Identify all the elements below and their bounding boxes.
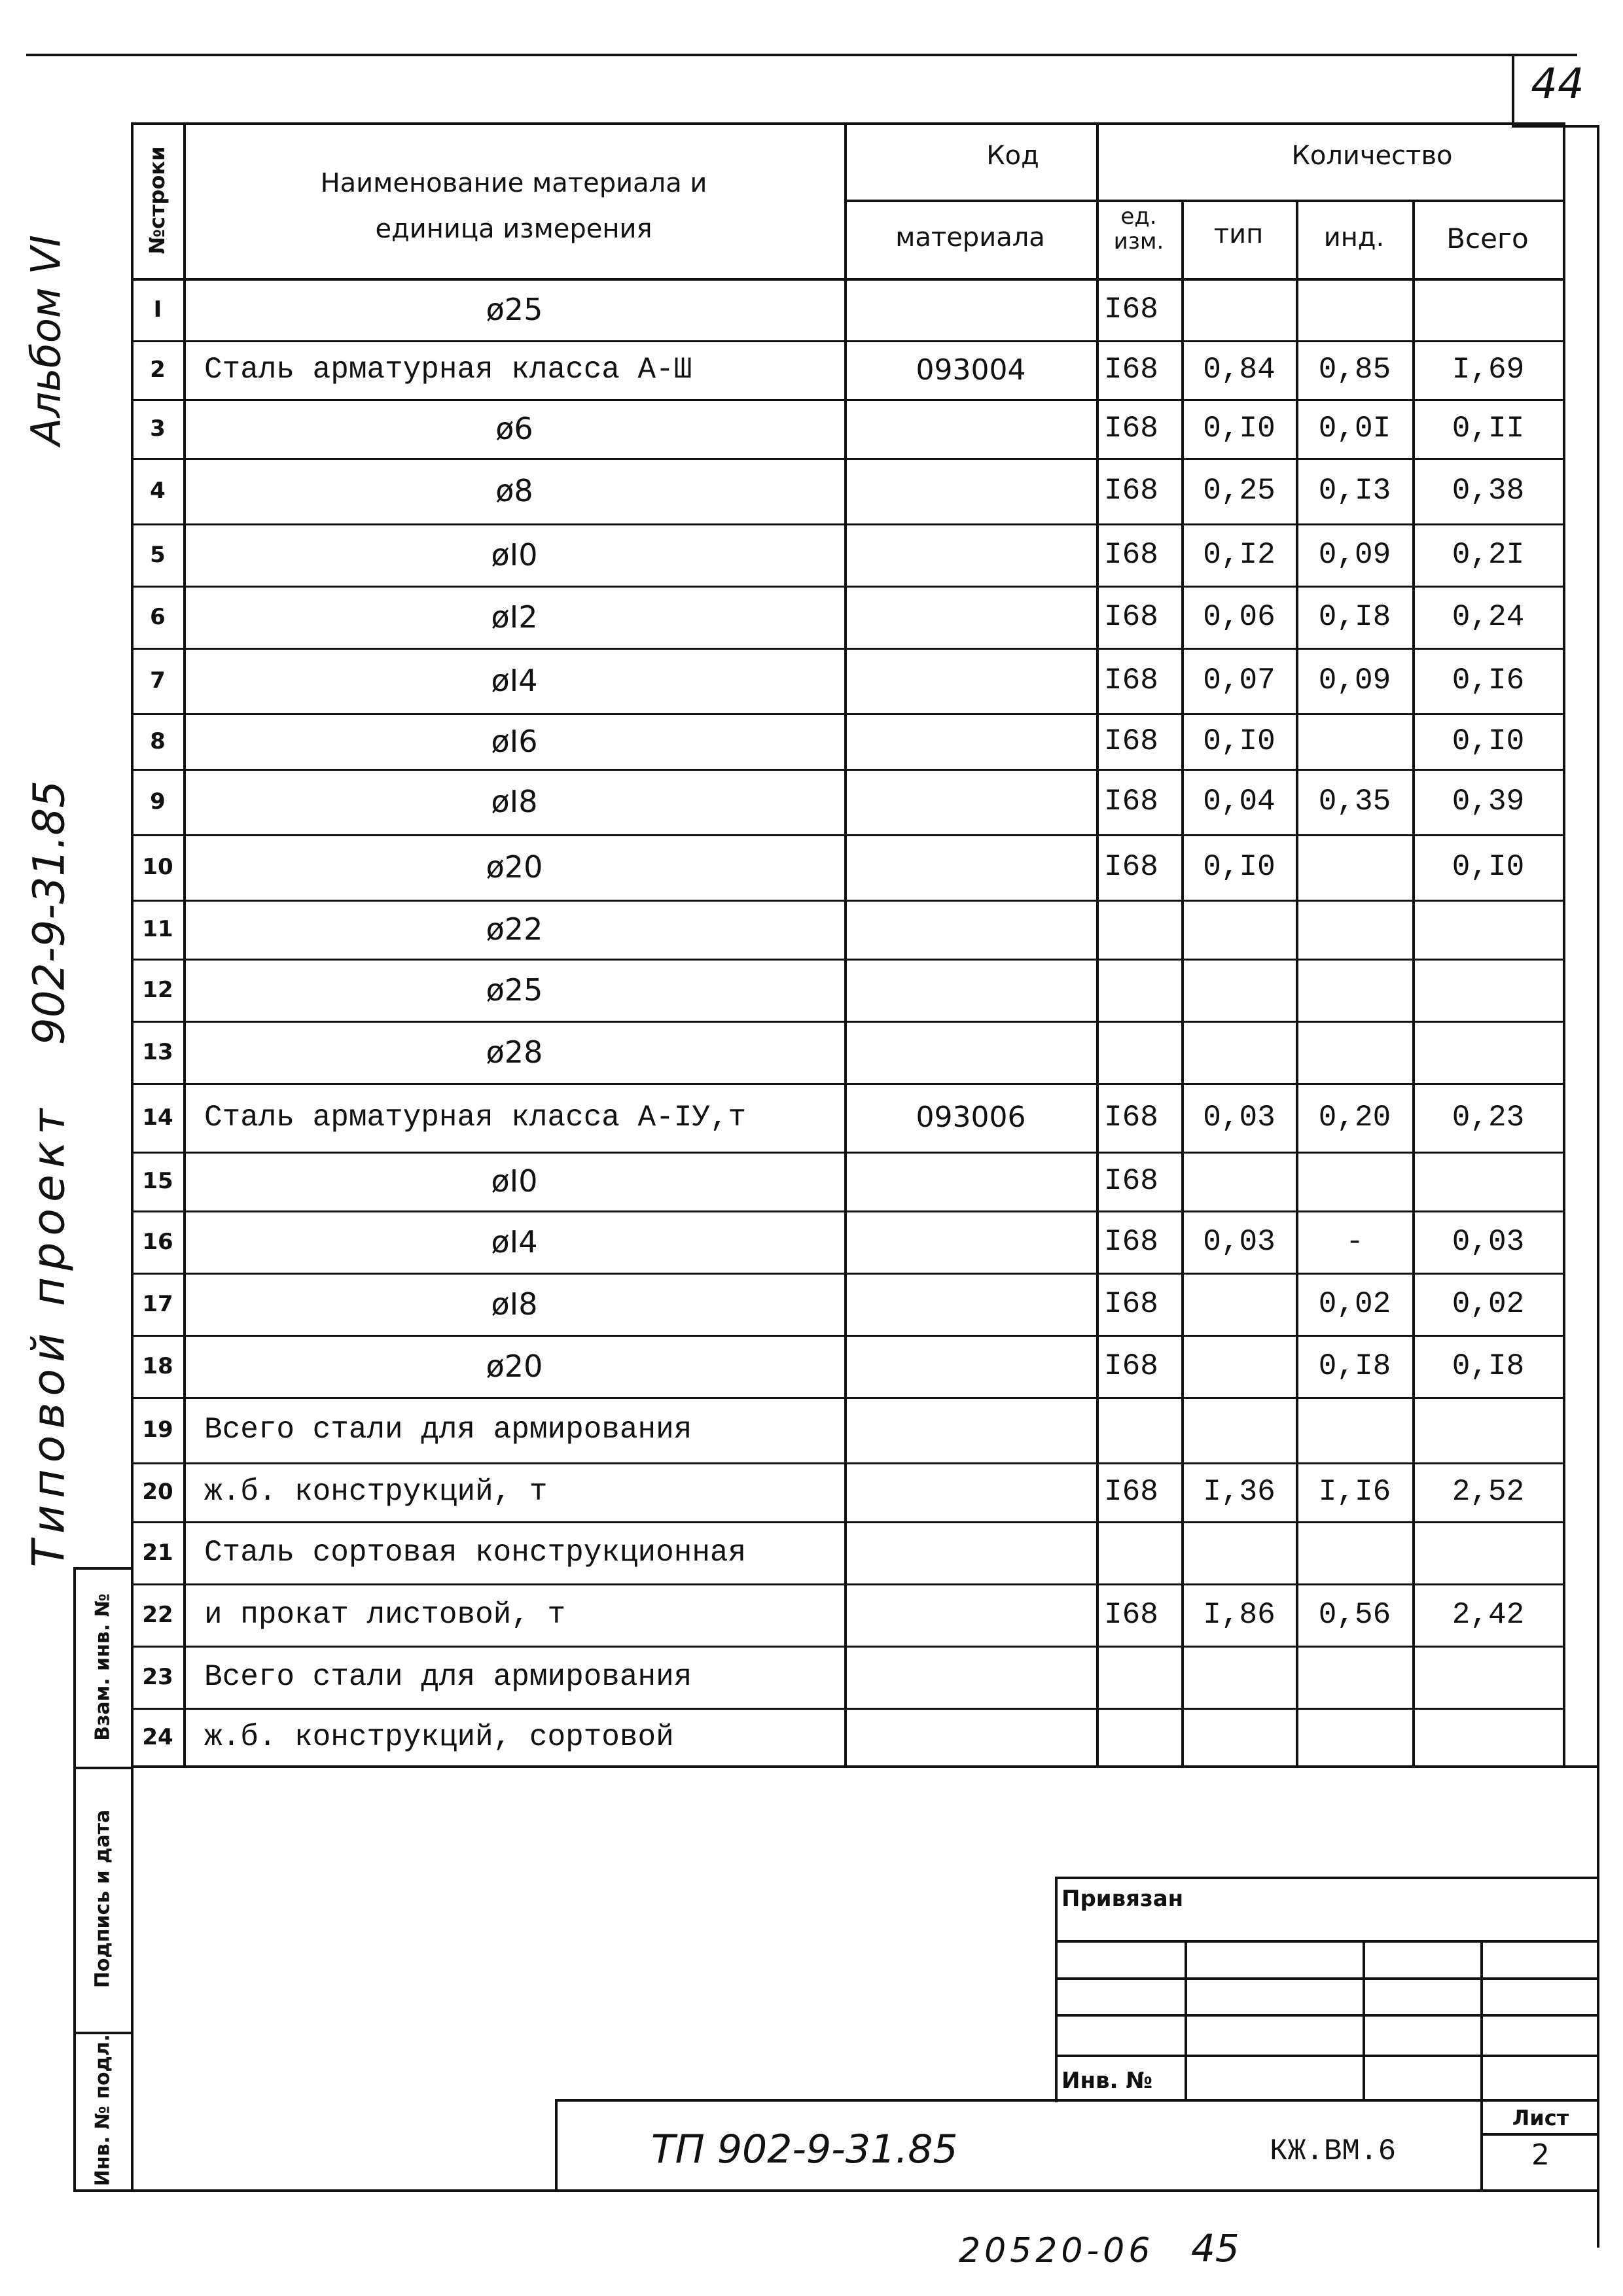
row-number: 17 [142, 1290, 173, 1317]
material-code [847, 1152, 1095, 1210]
unit-code [1099, 900, 1180, 959]
qty-tip [1184, 1335, 1294, 1397]
material-code [847, 713, 1095, 769]
tb-sheet-code: КЖ.ВМ.6 [1270, 2134, 1397, 2168]
material-code [847, 834, 1095, 900]
qty-total: 0,II [1452, 412, 1525, 446]
header-total: Всего [1446, 222, 1529, 255]
tb-sheet-value: 2 [1531, 2138, 1550, 2172]
qty-ind: - [1346, 1224, 1364, 1259]
row-number: 10 [142, 854, 173, 880]
bottom-page: 45 [1191, 2226, 1240, 2270]
row-number: 11 [142, 916, 173, 942]
qty-ind [1298, 1152, 1411, 1210]
unit-code [1099, 1397, 1180, 1462]
header-mid-line [844, 200, 1565, 202]
header-code: Код [986, 141, 1039, 171]
qty-ind: 0,56 [1318, 1597, 1391, 1632]
qty-tip [1184, 959, 1294, 1021]
qty-total [1415, 1646, 1561, 1708]
material-name: Всего стали для армирования [204, 1413, 692, 1447]
tb-privyazan-top [1055, 1877, 1598, 1879]
row-number: 13 [142, 1038, 173, 1065]
qty-tip [1184, 1521, 1294, 1583]
unit-code: I68 [1104, 1100, 1158, 1135]
row-number: 15 [142, 1168, 173, 1194]
unit-code [1099, 1021, 1180, 1083]
qty-total: 2,52 [1452, 1475, 1525, 1509]
material-name: ж.б. конструкций, сортовой [204, 1720, 674, 1754]
material-code [847, 1397, 1095, 1462]
unit-code: I68 [1104, 1224, 1158, 1259]
qty-total: 0,39 [1452, 785, 1525, 819]
qty-total [1415, 959, 1561, 1021]
row-number: 20 [142, 1479, 173, 1505]
material-name: øI0 [491, 537, 538, 573]
qty-ind: 0,02 [1318, 1286, 1391, 1321]
material-code [847, 586, 1095, 648]
tb-line-1 [1055, 1940, 1598, 1943]
material-name: øI4 [491, 1224, 538, 1260]
qty-ind [1298, 1521, 1411, 1583]
row-number: 22 [142, 1601, 173, 1628]
qty-total [1415, 900, 1561, 959]
qty-ind [1298, 278, 1411, 340]
qty-tip: 0,I2 [1203, 537, 1275, 572]
row-number: 16 [142, 1228, 173, 1255]
material-code: 093006 [916, 1101, 1026, 1134]
row-number: 14 [142, 1104, 173, 1131]
stamp-podpis-data: Подпись и дата [91, 1809, 115, 1988]
material-name: ø20 [486, 849, 543, 885]
qty-tip: 0,06 [1203, 599, 1275, 634]
header-tip: тип [1213, 219, 1264, 249]
material-name: øI0 [491, 1163, 538, 1199]
qty-tip: 0,84 [1203, 353, 1275, 387]
row-number: 5 [150, 541, 166, 568]
material-code [847, 523, 1095, 586]
qty-total [1415, 1021, 1561, 1083]
qty-total [1415, 1521, 1561, 1583]
unit-code [1099, 1521, 1180, 1583]
unit-code: I68 [1104, 353, 1158, 387]
unit-code [1099, 1646, 1180, 1708]
unit-code: I68 [1104, 663, 1158, 698]
row-number: 3 [150, 415, 166, 442]
material-name: øI2 [491, 599, 538, 635]
stamp-outer-left [73, 1567, 76, 2192]
side-project-type: Типовой проект [23, 1102, 75, 1568]
material-code [847, 1335, 1095, 1397]
row-number: 18 [142, 1352, 173, 1379]
qty-total: 2,42 [1452, 1597, 1525, 1632]
side-album: Альбом VI [22, 235, 70, 446]
unit-code [1099, 1708, 1180, 1767]
qty-tip [1184, 1646, 1294, 1708]
qty-tip: 0,04 [1203, 785, 1275, 819]
stamp-top [73, 1567, 132, 1570]
material-name: øI6 [491, 723, 538, 759]
top-border [26, 54, 1577, 56]
qty-tip [1184, 1273, 1294, 1335]
material-code [847, 1521, 1095, 1583]
row-number: 6 [150, 603, 166, 630]
tb-main-top [555, 2099, 1598, 2102]
qty-total: 0,I0 [1452, 724, 1525, 758]
page-number: 44 [1531, 60, 1584, 109]
row-number: 21 [142, 1539, 173, 1566]
qty-total: 0,03 [1452, 1224, 1525, 1259]
stamp-inv-podl: Инв. № подл. [91, 2034, 115, 2187]
unit-code: I68 [1104, 785, 1158, 819]
row-number: 4 [150, 478, 166, 504]
material-code [847, 900, 1095, 959]
side-project-code: 902-9-31.85 [24, 780, 75, 1046]
qty-tip: 0,I0 [1203, 412, 1275, 446]
tb-v-1 [1185, 1940, 1187, 2100]
qty-tip [1184, 278, 1294, 340]
tb-line-2 [1055, 1977, 1598, 1980]
table-top-line [131, 122, 1565, 125]
tb-left [1055, 1877, 1058, 2102]
header-ind: инд. [1323, 222, 1385, 253]
unit-code: I68 [1104, 850, 1158, 884]
tb-line-3 [1055, 2014, 1598, 2017]
qty-ind: 0,35 [1318, 785, 1391, 819]
material-code [847, 1708, 1095, 1767]
header-quantity: Количество [1291, 141, 1453, 171]
right-border [1597, 128, 1599, 2248]
qty-tip [1184, 900, 1294, 959]
material-name: ø25 [486, 972, 543, 1008]
header-material: материала [895, 222, 1045, 253]
column-line [1563, 122, 1565, 1767]
tb-line-4 [1055, 2055, 1598, 2057]
unit-code: I68 [1104, 1597, 1158, 1632]
material-name: ø28 [486, 1034, 543, 1070]
unit-code: I68 [1104, 724, 1158, 758]
qty-total: 0,I6 [1452, 663, 1525, 698]
qty-ind: 0,09 [1318, 537, 1391, 572]
qty-ind [1298, 713, 1411, 769]
stamp-bottom [73, 2189, 1598, 2192]
stamp-vzam-inv: Взам. инв. № [91, 1593, 115, 1741]
qty-ind [1298, 959, 1411, 1021]
tb-main-left [555, 2099, 558, 2192]
material-code [847, 1021, 1095, 1083]
material-name: и прокат листовой, т [204, 1597, 566, 1632]
material-name: ø25 [486, 291, 543, 327]
row-number: I [153, 296, 162, 323]
tb-doc-code: ТП 902-9-31.85 [651, 2127, 958, 2172]
material-name: ø8 [495, 473, 533, 508]
material-name: ø22 [486, 911, 543, 947]
material-name: ж.б. конструкций, т [204, 1475, 548, 1509]
qty-total: 0,24 [1452, 599, 1525, 634]
qty-tip: 0,03 [1203, 1100, 1275, 1135]
qty-ind: 0,I3 [1318, 474, 1391, 508]
material-code [847, 1646, 1095, 1708]
qty-ind: 0,85 [1318, 353, 1391, 387]
qty-ind [1298, 1397, 1411, 1462]
unit-code: I68 [1104, 1349, 1158, 1383]
qty-total: 0,02 [1452, 1286, 1525, 1321]
qty-tip: 0,07 [1203, 663, 1275, 698]
qty-tip: 0,25 [1203, 474, 1275, 508]
page-number-box-bottom [1512, 125, 1599, 128]
qty-ind [1298, 1646, 1411, 1708]
qty-total: 0,38 [1452, 474, 1525, 508]
material-name: ø6 [495, 411, 533, 446]
qty-ind [1298, 1021, 1411, 1083]
unit-code: I68 [1104, 412, 1158, 446]
material-name: Сталь арматурная класса А-Ш [204, 353, 692, 387]
qty-ind: I,I6 [1318, 1475, 1391, 1509]
row-number: 12 [142, 976, 173, 1003]
unit-code: I68 [1104, 537, 1158, 572]
qty-ind: 0,I8 [1318, 1349, 1391, 1383]
material-name: ø20 [486, 1348, 543, 1384]
qty-total: 0,I0 [1452, 850, 1525, 884]
bottom-number: 20520-06 [959, 2231, 1154, 2270]
qty-tip: 0,03 [1203, 1224, 1275, 1259]
row-number: 9 [150, 788, 166, 815]
material-code [847, 458, 1095, 523]
material-code: 093004 [916, 353, 1026, 387]
qty-tip: I,86 [1203, 1597, 1275, 1632]
qty-ind [1298, 834, 1411, 900]
tb-sheet-label: Лист [1512, 2106, 1569, 2130]
header-unit: ед. изм. [1113, 203, 1164, 255]
unit-code: I68 [1104, 474, 1158, 508]
material-name: Всего стали для армирования [204, 1659, 692, 1694]
qty-ind [1298, 1708, 1411, 1767]
tb-v-3 [1480, 1940, 1483, 2100]
qty-ind: 0,20 [1318, 1100, 1391, 1135]
tb-privyazan: Привязан [1061, 1886, 1184, 1912]
qty-ind: 0,09 [1318, 663, 1391, 698]
qty-ind: 0,I8 [1318, 599, 1391, 634]
unit-code [1099, 959, 1180, 1021]
material-code [847, 1210, 1095, 1273]
header-row-no: №строки [145, 146, 169, 255]
material-code [847, 1273, 1095, 1335]
qty-total [1415, 1708, 1561, 1767]
qty-tip: I,36 [1203, 1475, 1275, 1509]
qty-ind: 0,0I [1318, 412, 1391, 446]
qty-total: I,69 [1452, 353, 1525, 387]
row-number: 19 [142, 1417, 173, 1443]
tb-inv-no: Инв. № [1061, 2068, 1153, 2094]
material-code [847, 278, 1095, 340]
header-name: Наименование материала и единица измерения [320, 168, 707, 244]
unit-code: I68 [1104, 1475, 1158, 1509]
qty-total: 0,2I [1452, 537, 1525, 572]
material-name: øI8 [491, 784, 538, 819]
qty-total [1415, 1152, 1561, 1210]
qty-tip: 0,I0 [1203, 850, 1275, 884]
material-code [847, 769, 1095, 834]
unit-code: I68 [1104, 599, 1158, 634]
tb-sheet-mid [1480, 2133, 1598, 2136]
material-code [847, 399, 1095, 458]
tb-v-2 [1363, 1940, 1365, 2100]
unit-code: I68 [1104, 292, 1158, 327]
material-code [847, 959, 1095, 1021]
row-number: 7 [150, 667, 166, 694]
row-number: 24 [142, 1724, 173, 1750]
qty-total: 0,23 [1452, 1100, 1525, 1135]
page-number-box-left [1512, 54, 1514, 128]
row-number: 2 [150, 357, 166, 383]
material-name: Сталь арматурная класса А-IУ,т [204, 1100, 747, 1135]
material-name: Сталь сортовая конструкционная [204, 1535, 747, 1570]
material-code [847, 1583, 1095, 1646]
qty-tip [1184, 1397, 1294, 1462]
unit-code: I68 [1104, 1164, 1158, 1198]
qty-tip: 0,I0 [1203, 724, 1275, 758]
material-name: øI4 [491, 663, 538, 698]
qty-tip [1184, 1152, 1294, 1210]
qty-total [1415, 1397, 1561, 1462]
material-code [847, 1462, 1095, 1521]
material-name: øI8 [491, 1286, 538, 1322]
row-number: 8 [150, 728, 166, 754]
material-code [847, 648, 1095, 713]
qty-total [1415, 278, 1561, 340]
stamp-sep-1 [73, 1767, 132, 1769]
row-number: 23 [142, 1663, 173, 1690]
qty-total: 0,I8 [1452, 1349, 1525, 1383]
qty-tip [1184, 1021, 1294, 1083]
qty-ind [1298, 900, 1411, 959]
unit-code: I68 [1104, 1286, 1158, 1321]
tb-sheet-left [1480, 2099, 1483, 2192]
qty-tip [1184, 1708, 1294, 1767]
